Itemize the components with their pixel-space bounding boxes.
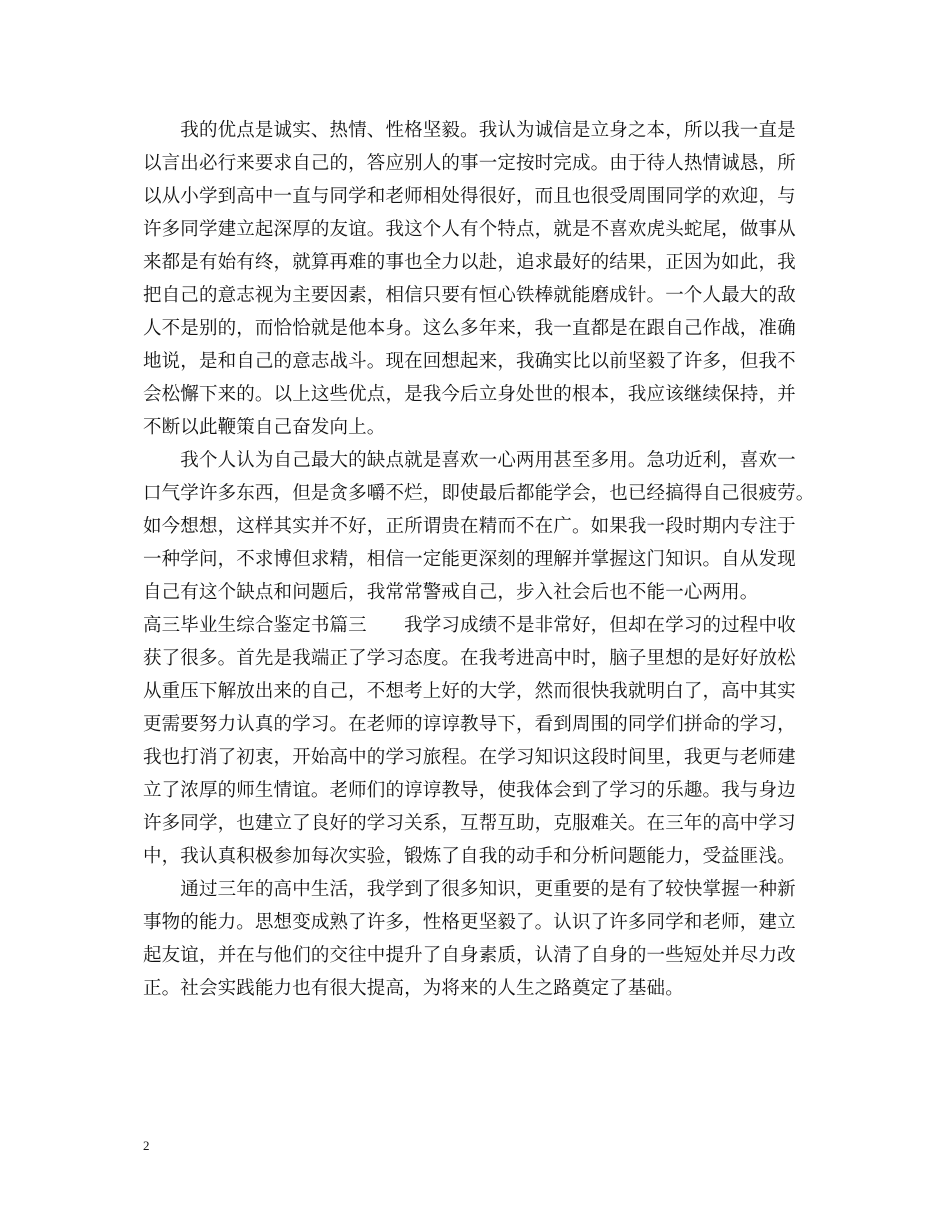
text-line: 自己有这个缺点和问题后，我常常警戒自己，步入社会后也不能一心两用。: [143, 582, 759, 603]
text-line: 获了很多。首先是我端正了学习态度。在我考进高中时，脑子里想的是好好放松: [143, 648, 796, 669]
text-line: 一种学问，不求博但求精，相信一定能更深刻的理解并掌握这门知识。自从发现: [143, 549, 796, 570]
text-line: 口气学许多东西，但是贪多嚼不烂，即使最后都能学会，也已经搞得自己很疲劳。: [143, 483, 815, 504]
text-line: 我也打消了初衷，开始高中的学习旅程。在学习知识这段时间里，我更与老师建: [143, 747, 796, 768]
text-line: 以言出必行来要求自己的，答应别人的事一定按时完成。由于待人热情诚恳，所: [143, 153, 796, 174]
text-line: 许多同学建立起深厚的友谊。我这个人有个特点，就是不喜欢虎头蛇尾，做事从: [143, 219, 796, 240]
text-line: 以从小学到高中一直与同学和老师相处得很好，而且也很受周围同学的欢迎，与: [143, 186, 796, 207]
text-line: 立了浓厚的师生情谊。老师们的谆谆教导，使我体会到了学习的乐趣。我与身边: [143, 780, 796, 801]
text-line: 通过三年的高中生活，我学到了很多知识，更重要的是有了较快掌握一种新: [143, 879, 796, 900]
text-line: 中，我认真积极参加每次实验，锻炼了自我的动手和分析问题能力，受益匪浅。: [143, 846, 796, 867]
text-line: 会松懈下来的。以上这些优点，是我今后立身处世的根本，我应该继续保持，并: [143, 384, 796, 405]
text-line: 来都是有始有终，就算再难的事也全力以赴，追求最好的结果，正因为如此，我: [143, 252, 796, 273]
page-number: 2: [143, 1138, 150, 1153]
text-line: 从重压下解放出来的自己，不想考上好的大学，然而很快我就明白了，高中其实: [143, 681, 796, 702]
text-line: 事物的能力。思想变成熟了许多，性格更坚毅了。认识了许多同学和老师，建立: [143, 912, 796, 933]
text-line: 许多同学，也建立了良好的学习关系，互帮互助，克服难关。在三年的高中学习: [143, 813, 796, 834]
text-line: 起友谊，并在与他们的交往中提升了自身素质，认清了自身的一些短处并尽力改: [143, 945, 796, 966]
text-line: 人不是别的，而恰恰就是他本身。这么多年来，我一直都是在跟自己作战，准确: [143, 318, 796, 339]
text-line: 我个人认为自己最大的缺点就是喜欢一心两用甚至多用。急功近利，喜欢一: [143, 450, 796, 471]
text-line: 我的优点是诚实、热情、性格坚毅。我认为诚信是立身之本，所以我一直是: [143, 120, 796, 141]
text-line: 更需要努力认真的学习。在老师的谆谆教导下，看到周围的同学们拼命的学习，: [143, 714, 796, 735]
text-line: 把自己的意志视为主要因素，相信只要有恒心铁棒就能磨成针。一个人最大的敌: [143, 285, 796, 306]
text-line: 高三毕业生综合鉴定书篇三 我学习成绩不是非常好，但却在学习的过程中收: [143, 615, 796, 636]
text-line: 不断以此鞭策自己奋发向上。: [143, 417, 386, 438]
text-line: 地说，是和自己的意志战斗。现在回想起来，我确实比以前坚毅了许多，但我不: [143, 351, 796, 372]
text-line: 正。社会实践能力也有很大提高，为将来的人生之路奠定了基础。: [143, 978, 684, 999]
text-line: 如今想想，这样其实并不好，正所谓贵在精而不在广。如果我一段时期内专注于: [143, 516, 796, 537]
